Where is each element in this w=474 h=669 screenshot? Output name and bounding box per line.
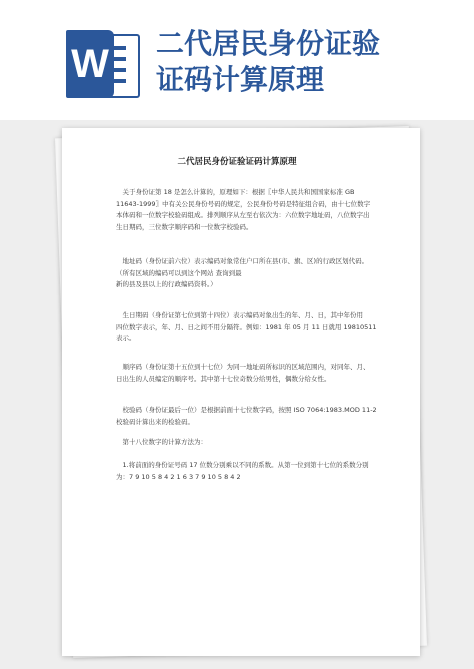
document-title: 二代居民身份证验证码计算原理 <box>177 157 297 167</box>
paragraph-line: 本体码和一位数字校验码组成。排列顺序从左至右依次为：六位数字地址码，八位数字出 <box>116 211 370 219</box>
paragraph-line: 生日期码，三位数字顺序码和一位数字校验码。 <box>116 222 253 231</box>
paragraph-line: 表示。 <box>116 334 136 342</box>
paragraph-line: 为：7 9 10 5 8 4 2 1 6 3 7 9 10 5 8 4 2 <box>116 472 241 481</box>
paragraph-line: （所有区域的编码可以到这个网站 查询到最 <box>116 268 242 277</box>
paragraph-line: 1.将前面的身份证号码 17 位数分别乘以不同的系数。从第一位到第十七位的系数分别 <box>116 461 369 469</box>
paragraph-line: 关于身份证第 18 是怎么计算的，原理如下：根据〖中华人民共和国国家标准 GB <box>116 188 355 196</box>
word-letter-tile: W <box>66 30 114 98</box>
paragraph-line: 顺序码（身份证第十五位到十七位）为同一地址码所标识的区域范围内，对同年、月、 <box>116 363 370 371</box>
paragraph-line: 日出生的人员编定的顺序号。其中第十七位奇数分给男性，偶数分给女性。 <box>116 374 331 383</box>
paragraph <box>116 256 374 291</box>
paragraph-line: 新的县及县以上的行政编码资料。） <box>116 280 217 288</box>
paragraph <box>116 437 374 449</box>
watermark-row <box>0 122 474 136</box>
watermark-row <box>0 655 474 669</box>
paragraph <box>116 405 377 428</box>
paragraph-line: 第十八位数字的计算方法为： <box>116 438 207 446</box>
banner-title-line: 证码计算原理 <box>156 63 325 96</box>
paragraph <box>116 362 374 385</box>
paragraph-line: 地址码（身份证前六位）表示编码对象常住户口所在县(市、旗、区)的行政区划代码。 <box>116 257 369 265</box>
paragraph-line: 校验码（身份证最后一位）是根据前面十七位数字码，按照 ISO 7064:1983.MOD 11-2 <box>116 406 377 414</box>
paragraph <box>116 187 374 233</box>
banner-title <box>156 26 456 98</box>
banner <box>0 0 474 120</box>
paragraph-line: 生日期码（身份证第七位到第十四位）表示编码对象出生的年、月、日，其中年份用 <box>116 311 363 319</box>
word-document-icon <box>66 30 140 98</box>
paragraph <box>116 310 377 345</box>
paragraph-line: 四位数字表示，年、月、日之间不用分隔符。例如：1981 年 05 月 11 日就用 19810511 <box>116 322 377 331</box>
paragraph-line: 校验码计算出来的检验码。 <box>116 417 194 426</box>
paragraph-line: 11643-1999〗中有关公民身份号码的规定，公民身份号码是特征组合码，由十七位数字 <box>116 199 371 208</box>
paragraph <box>116 460 374 483</box>
banner-title-line: 二代居民身份证验 <box>156 27 381 60</box>
